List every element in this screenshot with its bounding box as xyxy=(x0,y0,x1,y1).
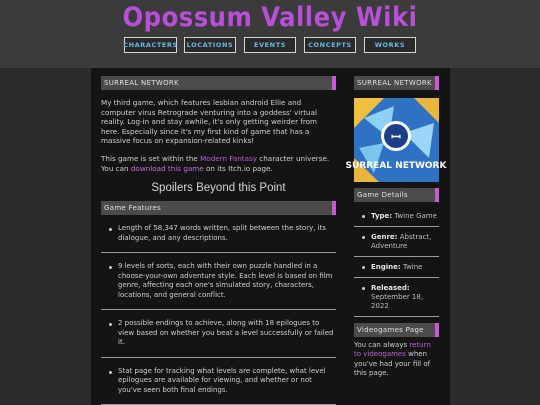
nav-concepts[interactable]: CONCEPTS xyxy=(304,37,356,53)
cover-title: SURREAL NETWORK xyxy=(345,161,447,171)
header-accent xyxy=(332,201,336,215)
universe-paragraph xyxy=(101,154,336,173)
universe-text-pre: This game is set within the xyxy=(101,153,201,163)
feature-item: 9 levels of sorts, each with their own puzzle handled in a choose-your-own adventure style. Each level is based on film genre, affecting each one's simulated story, characters, locations, and general conflict. xyxy=(101,253,336,310)
detail-engine xyxy=(354,257,439,278)
main-content xyxy=(101,76,336,405)
sidebar-title: SURREAL NETWORK xyxy=(357,79,432,87)
videogames-paragraph xyxy=(354,341,439,379)
cover-art xyxy=(345,98,447,182)
site-header xyxy=(0,0,540,68)
svg-text:ꟷ: ꟷ xyxy=(391,130,401,144)
detail-label: Type: xyxy=(371,212,393,220)
videogames-title: Videogames Page xyxy=(357,326,424,334)
features-list xyxy=(101,215,336,405)
detail-value: September 18, 2022 xyxy=(371,293,424,310)
nav-works[interactable]: WORKS xyxy=(364,37,416,53)
nav-characters[interactable]: CHARACTERS xyxy=(124,37,177,53)
header-accent xyxy=(435,323,439,337)
nav-locations[interactable]: LOCATIONS xyxy=(184,37,236,53)
detail-value: Twine xyxy=(402,263,423,271)
feature-item: Length of 58,347 words written, split between the story, its dialogue, and any descriptions. xyxy=(101,215,336,253)
features-title: Game Features xyxy=(104,204,162,213)
detail-type xyxy=(354,206,439,227)
details-header xyxy=(354,188,439,202)
spoiler-heading: Spoilers Beyond this Point xyxy=(151,182,286,195)
game-cover-image xyxy=(345,98,447,182)
site-title[interactable]: Opossum Valley Wiki xyxy=(122,2,418,33)
universe-text-mid: character universe. You can xyxy=(101,153,330,173)
header-accent xyxy=(435,76,439,90)
main-nav xyxy=(0,37,540,55)
modern-fantasy-link[interactable]: Modern Fantasy xyxy=(200,153,258,163)
download-game-link[interactable]: download this game xyxy=(130,163,204,173)
features-header xyxy=(101,201,336,215)
detail-value: Twine Game xyxy=(394,212,437,220)
intro-paragraph: My third game, which features lesbian android Ellie and computer virus Retrograde venturing into a goddess' virtual reality. Log-in and stay awhile, it's only getting weirder from here. Especially since it's my first kind of game that has a massive focus on expansion-related kinks! xyxy=(101,98,318,146)
details-title: Game Details xyxy=(357,191,408,199)
videogames-header xyxy=(354,323,439,337)
videogames-text-pre: You can always xyxy=(354,341,410,349)
detail-label: Engine: xyxy=(371,263,401,271)
main-section-header xyxy=(101,76,336,90)
detail-label: Released: xyxy=(371,284,410,292)
header-accent xyxy=(332,76,336,90)
main-section-title: SURREAL NETWORK xyxy=(104,79,179,87)
detail-genre xyxy=(354,227,439,257)
nav-events[interactable]: EVENTS xyxy=(244,37,296,53)
feature-item: Stat page for tracking what levels are complete, what level epilogues are available for viewing, and whether or not you've seen both final endings. xyxy=(101,358,336,405)
sidebar xyxy=(345,76,447,379)
feature-item: 2 possible endings to achieve, along with 18 epilogues to view based on whether you beat a level successfully or failed it. xyxy=(101,310,336,358)
return-videogames-link[interactable]: return to videogames xyxy=(354,341,431,359)
videogames-text-post: when you've had your fill of this page. xyxy=(354,350,431,378)
universe-text-post: on its Itch.io page. xyxy=(203,163,273,173)
header-accent xyxy=(435,188,439,202)
detail-label: Genre: xyxy=(371,233,398,241)
detail-released xyxy=(354,278,439,317)
detail-value: Abstract, Adventure xyxy=(371,233,432,250)
sidebar-header xyxy=(354,76,439,90)
details-list xyxy=(354,206,439,317)
